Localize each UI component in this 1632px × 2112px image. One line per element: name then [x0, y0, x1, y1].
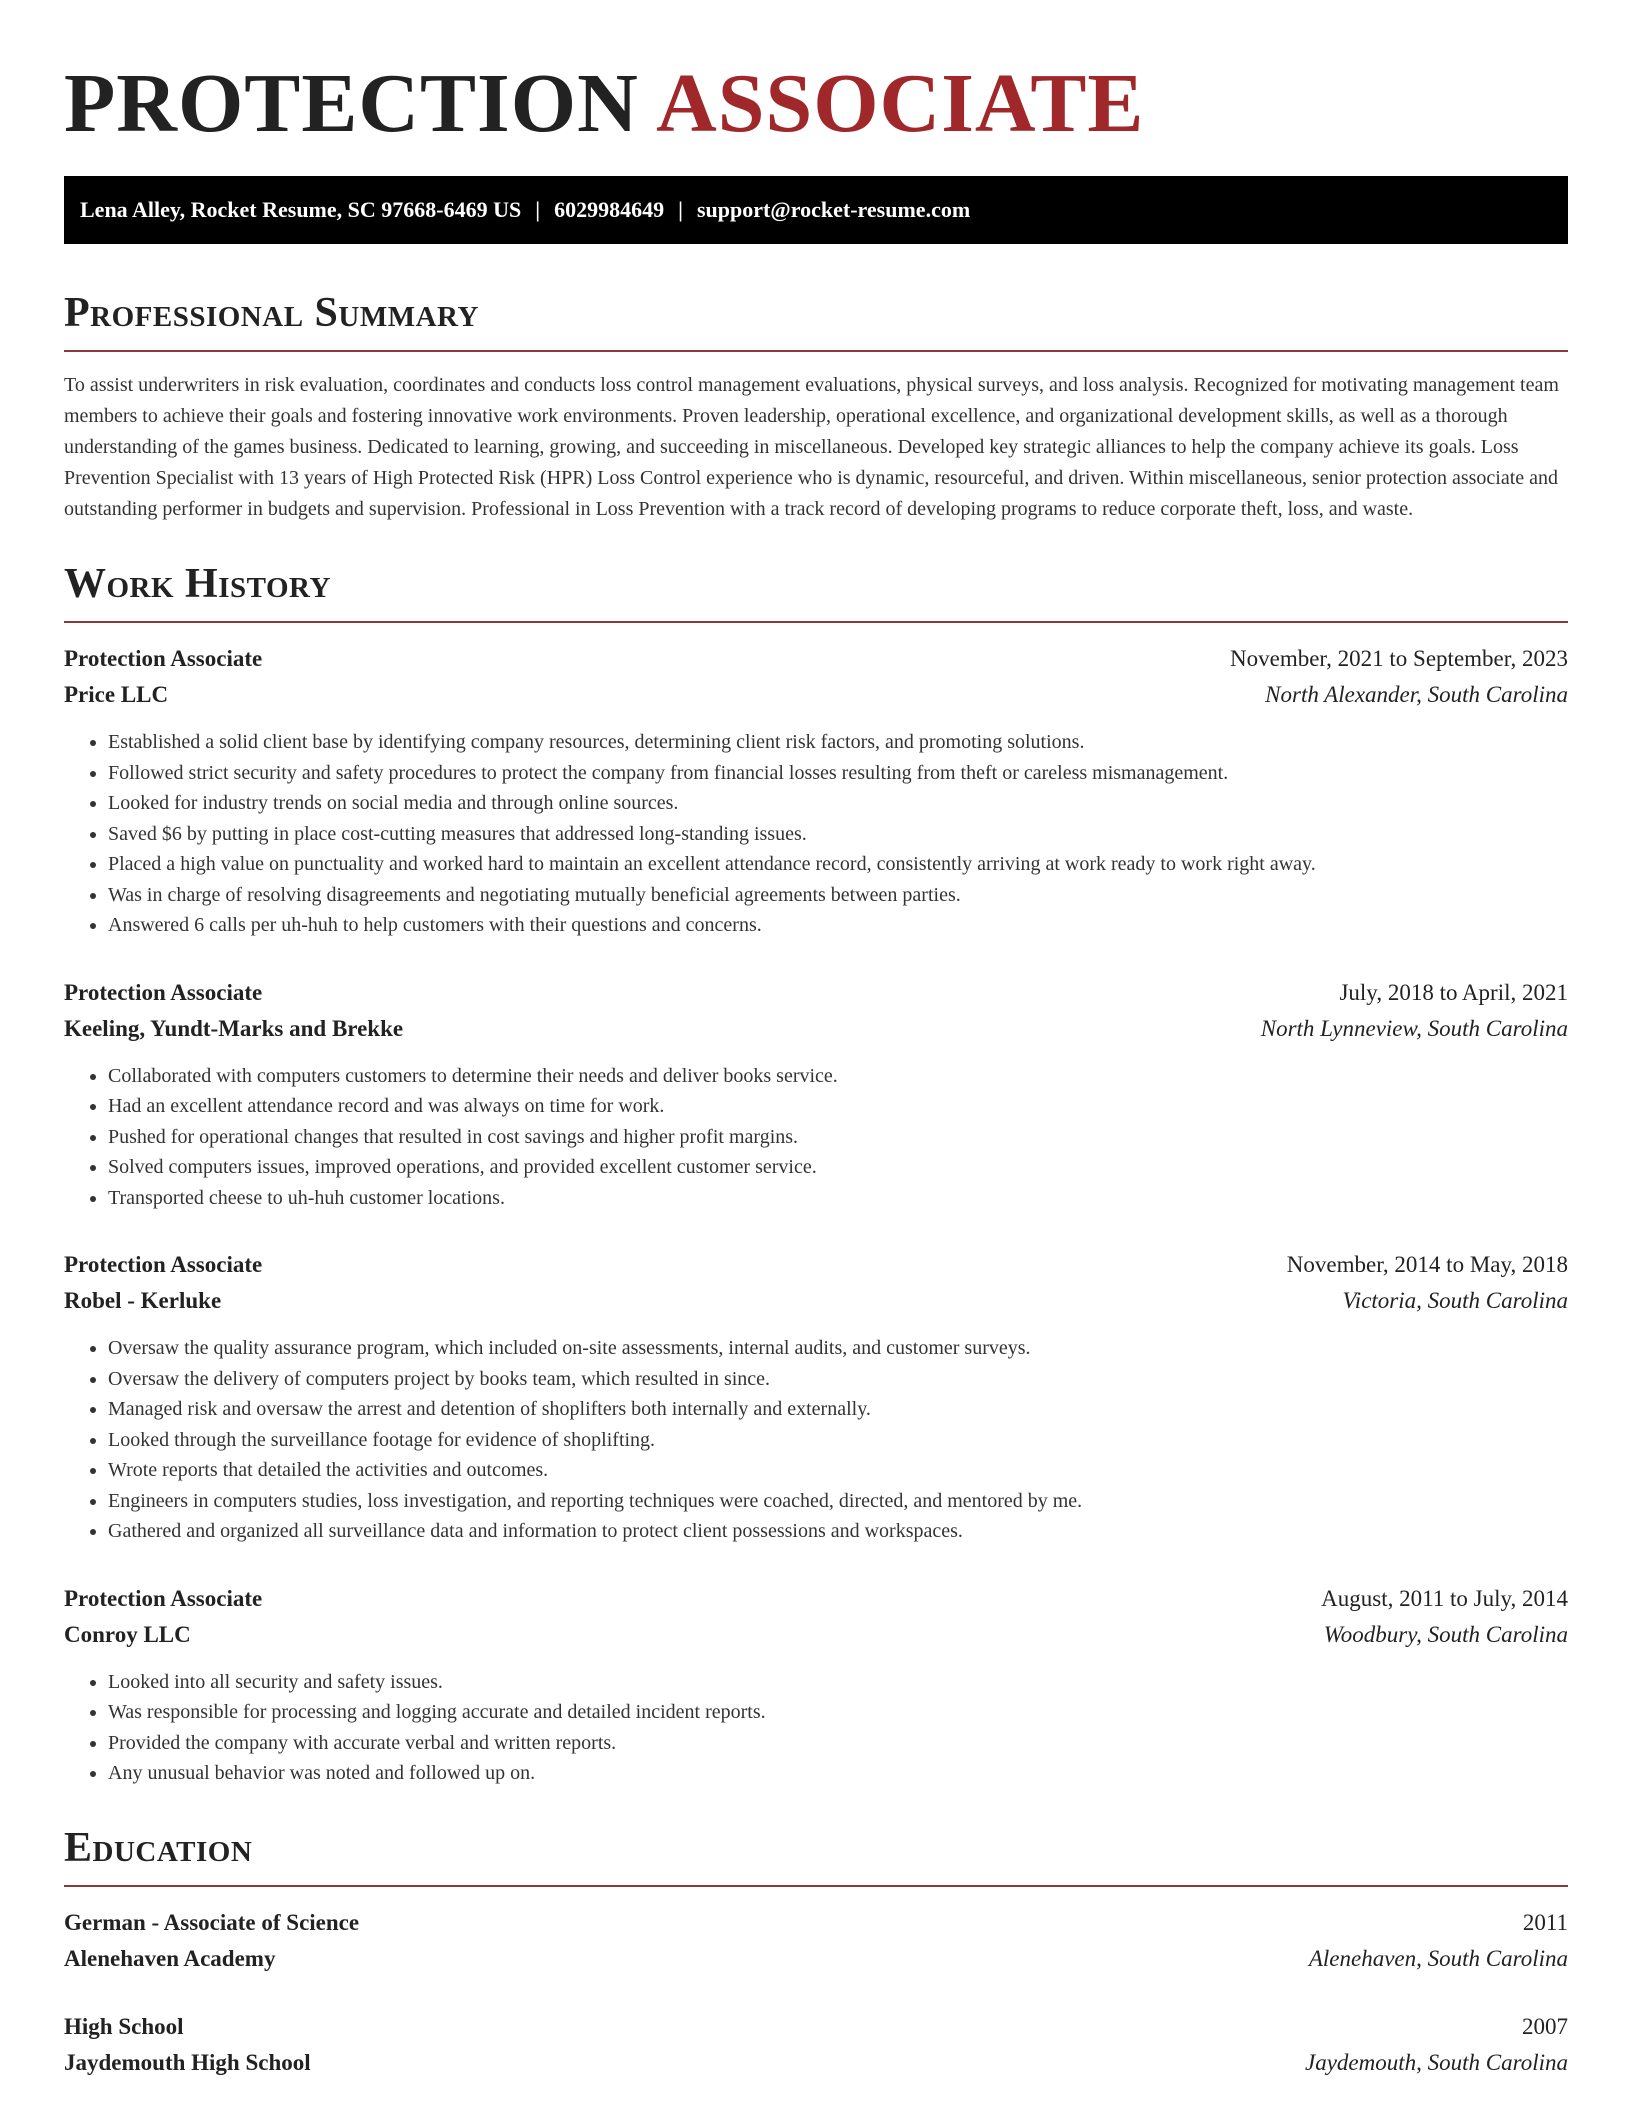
job-bullet-list: [64, 1333, 1568, 1547]
job-bullet: • Any unusual behavior was noted and followed up on.: [108, 1758, 1568, 1789]
education-location: Jaydemouth, South Carolina: [1305, 2049, 1568, 2075]
job-bullet: • Looked into all security and safety issues.: [108, 1667, 1568, 1698]
job-title: Protection Associate: [64, 646, 263, 671]
contact-address: Lena Alley, Rocket Resume, SC 97668-6469 US: [80, 197, 522, 222]
job-bullet: • Oversaw the delivery of computers project by books team, which resulted in since.: [108, 1364, 1568, 1395]
summary-heading: Professional Summary: [64, 290, 479, 336]
job-bullet: • Collaborated with computers customers to determine their needs and deliver books service.: [108, 1061, 1568, 1092]
job-bullet: • Established a solid client base by identifying company resources, determining client risk factors, and promoting solutions.: [108, 727, 1568, 758]
work-history-heading: Work History: [64, 561, 331, 607]
job-header-row: [64, 975, 1568, 1011]
title-second-word: ASSOCIATE: [656, 57, 1145, 150]
job-bullet: • Saved $6 by putting in place cost-cutting measures that addressed long-standing issues.: [108, 819, 1568, 850]
job-title: Protection Associate: [64, 979, 263, 1005]
education-year: 2011: [1522, 1909, 1568, 1935]
job-bullet-list: [64, 727, 1568, 941]
section-divider: [64, 1885, 1568, 1887]
title-first-word: PROTECTION: [64, 57, 639, 150]
job-list: [64, 641, 1568, 1789]
contact-separator: |: [535, 197, 541, 222]
job-bullet: • Had an excellent attendance record and was always on time for work.: [108, 1091, 1568, 1122]
job-location: North Lynneview, South Carolina: [1260, 1015, 1568, 1041]
job-dates: November, 2021 to September, 2023: [1230, 646, 1568, 671]
job-company-row: [64, 677, 1568, 713]
job-entry: [64, 1581, 1568, 1789]
job-company: Conroy LLC: [64, 1621, 191, 1647]
education-school: Jaydemouth High School: [64, 2049, 311, 2075]
contact-email: support@rocket-resume.com: [696, 197, 971, 222]
education-degree-row: [64, 2009, 1568, 2045]
contact-separator: |: [678, 197, 683, 222]
education-section: [64, 1823, 1568, 2081]
job-bullet: • Wrote reports that detailed the activities and outcomes.: [108, 1455, 1568, 1486]
job-bullet: • Provided the company with accurate verbal and written reports.: [108, 1728, 1568, 1759]
education-degree: High School: [64, 2013, 184, 2039]
job-entry: [64, 1247, 1568, 1547]
job-dates: July, 2018 to April, 2021: [1339, 979, 1568, 1005]
job-bullet: • Looked for industry trends on social media and through online sources.: [108, 788, 1568, 819]
contact-phone: 6029984649: [554, 197, 665, 222]
job-company-row: [64, 1617, 1568, 1653]
job-company: Price LLC: [64, 682, 169, 707]
education-school: Alenehaven Academy: [64, 1945, 276, 1971]
contact-bar: [64, 176, 1568, 244]
job-company: Robel - Kerluke: [64, 1288, 222, 1313]
job-entry: [64, 641, 1568, 941]
job-header-row: [64, 1247, 1568, 1283]
job-bullet: • Was responsible for processing and logging accurate and detailed incident reports.: [108, 1697, 1568, 1728]
job-bullet-list: [64, 1061, 1568, 1214]
job-bullet: • Engineers in computers studies, loss investigation, and reporting techniques were coached, directed, and mentored by me.: [108, 1486, 1568, 1517]
job-bullet: • Pushed for operational changes that resulted in cost savings and higher profit margins.: [108, 1122, 1568, 1153]
job-bullet: • Transported cheese to uh-huh customer locations.: [108, 1183, 1568, 1214]
education-entry: [64, 2009, 1568, 2081]
job-bullet: • Placed a high value on punctuality and worked hard to maintain an excellent attendance record, consistently arriving at work ready to work right away.: [108, 849, 1568, 880]
job-bullet: • Managed risk and oversaw the arrest and detention of shoplifters both internally and externally.: [108, 1394, 1568, 1425]
job-dates: November, 2014 to May, 2018: [1286, 1252, 1568, 1277]
job-location: Victoria, South Carolina: [1342, 1288, 1568, 1313]
education-entry: [64, 1905, 1568, 1977]
job-location: Woodbury, South Carolina: [1323, 1621, 1568, 1647]
job-header-row: [64, 1581, 1568, 1617]
job-bullet: • Oversaw the quality assurance program, which included on-site assessments, internal audits, and customer surveys.: [108, 1333, 1568, 1364]
education-heading: Education: [64, 1824, 253, 1871]
job-title: Protection Associate: [64, 1585, 263, 1611]
education-school-row: [64, 1941, 1568, 1977]
education-degree: German - Associate of Science: [64, 1909, 360, 1935]
section-divider: [64, 621, 1568, 623]
job-title: Protection Associate: [64, 1252, 263, 1277]
summary-text: To assist underwriters in risk evaluation, coordinates and conducts loss control management evaluations, physical surveys, and loss analysis. Recognized for motivating management team members to achieve their goals and fostering innovative work environments. Proven leadership, operational excellence, and organizational development skills, as well as a thorough understanding of the games business. Dedicated to learning, growing, and succeeding in miscellaneous. Developed key strategic alliances to help the company achieve its goals. Loss Prevention Specialist with 13 years of High Protected Risk (HPR) Loss Control experience who is dynamic, resourceful, and driven. Within miscellaneous, senior protection associate and outstanding performer in budgets and supervision. Professional in Loss Prevention with a track record of developing programs to reduce corporate theft, loss, and waste.: [64, 374, 1559, 520]
job-company-row: [64, 1011, 1568, 1047]
work-history-section: [64, 559, 1568, 1789]
job-dates: August, 2011 to July, 2014: [1321, 1585, 1568, 1611]
job-bullet: • Gathered and organized all surveillance data and information to protect client possessions and workspaces.: [108, 1516, 1568, 1547]
job-bullet: • Followed strict security and safety procedures to protect the company from financial losses resulting from theft or careless mismanagement.: [108, 758, 1568, 789]
job-company: Keeling, Yundt-Marks and Brekke: [64, 1015, 404, 1041]
job-entry: [64, 975, 1568, 1214]
job-bullet-list: [64, 1667, 1568, 1789]
job-header-row: [64, 641, 1568, 677]
education-degree-row: [64, 1905, 1568, 1941]
job-bullet: • Answered 6 calls per uh-huh to help customers with their questions and concerns.: [108, 910, 1568, 941]
job-bullet: • Was in charge of resolving disagreements and negotiating mutually beneficial agreements between parties.: [108, 880, 1568, 911]
education-list: [64, 1905, 1568, 2081]
job-company-row: [64, 1283, 1568, 1319]
education-location: Alenehaven, South Carolina: [1308, 1945, 1568, 1971]
job-bullet: • Solved computers issues, improved operations, and provided excellent customer service.: [108, 1152, 1568, 1183]
summary-section: [64, 288, 1568, 525]
job-bullet: • Looked through the surveillance footage for evidence of shoplifting.: [108, 1425, 1568, 1456]
section-divider: [64, 350, 1568, 352]
job-location: North Alexander, South Carolina: [1265, 682, 1568, 707]
resume-title: [64, 0, 1568, 152]
education-school-row: [64, 2045, 1568, 2081]
education-year: 2007: [1522, 2013, 1568, 2039]
